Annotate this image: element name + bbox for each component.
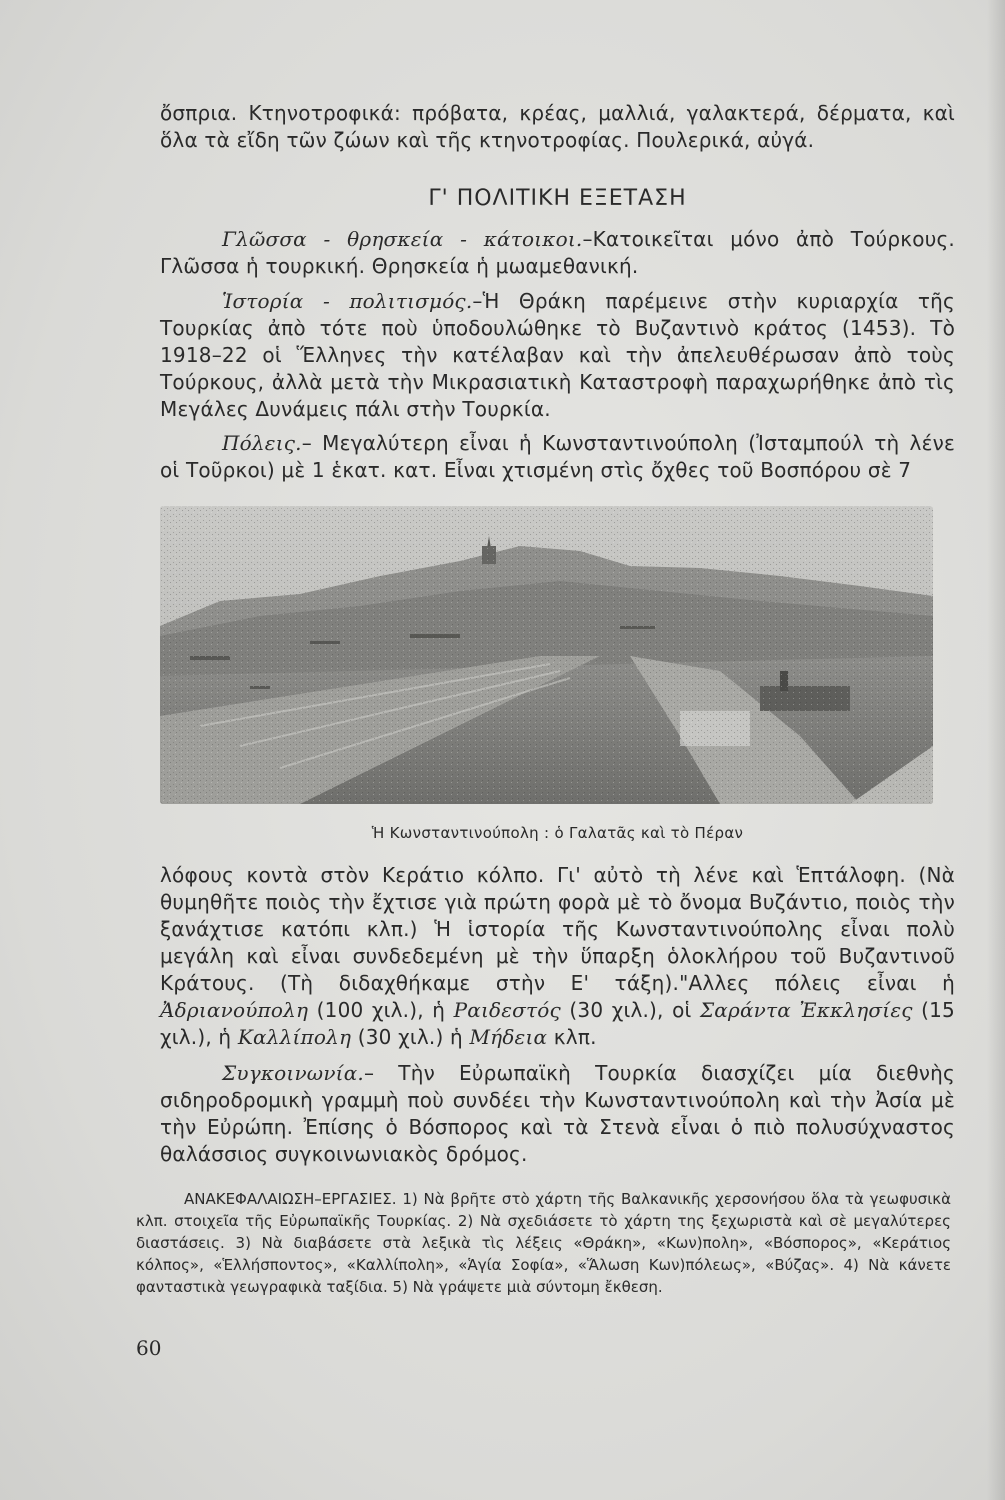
language-label: Γλῶσσα - θρησκεία - κάτοικοι.: [222, 227, 583, 251]
history-label: Ἱστορία - πολιτισμός.: [222, 289, 473, 313]
city-kallipoli: Καλλίπολη: [237, 1025, 352, 1049]
city-saranta: Σαράντα Ἐκκλησίες: [699, 998, 913, 1022]
end-klp: κλπ.: [547, 1025, 597, 1049]
cities-paragraph: [160, 430, 955, 484]
continued-paragraph: [160, 862, 955, 1051]
pop-kallipoli: (30 χιλ.) ἡ: [351, 1025, 470, 1049]
city-adrianoupoli: Ἀδριανούπολη: [160, 998, 309, 1022]
summary-text: ΑΝΑΚΕΦΑΛΑΙΩΣΗ–ΕΡΓΑΣΙΕΣ. 1) Νὰ βρῆτε στὸ χάρτη τῆς Βαλκανικῆς χερσονήσου ὅλα τὰ γεωφυσικὰ κλπ. στοιχεῖα τῆς Εὐρωπαϊκῆς Τουρκίας. 2) Νὰ σχεδιάσετε τὸ χάρτη της ξεχωριστὰ καὶ σὲ μεγαλύτερες διαστάσεις. 3) Νὰ διαβάσετε στὰ λεξικὰ τὶς λέξεις «Θράκη», «Κων)πολη», «Βόσπορος», «Κεράτιος κόλπος», «Ἑλλήσποντος», «Καλλίπολη», «Ἁγία Σοφία», «Ἅλωση Κων)πόλεως», «Βύζας». 4) Νὰ κάνετε φανταστικὰ γεωγραφικὰ ταξίδια. 5) Νὰ γράψετε μιὰ σύντομη ἔκθεση.: [136, 1190, 951, 1296]
summary-exercises: [136, 1188, 951, 1298]
continued-text: λόφους κοντὰ στὸν Κεράτιο κόλπο. Γι' αὐτὸ τὴ λένε καὶ Ἑπτάλοφη. (Νὰ θυμηθῆτε ποιὸς τὴν ἔχτισε γιὰ πρώτη φορὰ μὲ τὸ ὄνομα Βυζάντιο, ποιὸς τὴν ξανάχτισε κατόπι κλπ.) Ἡ ἱστορία τῆς Κωνσταντινούπολης εἶναι πολὺ μεγάλη καὶ εἶναι συνδεδεμένη μὲ τὴν ὕπαρξη ὁλοκλήρου τοῦ Βυζαντινοῦ Κράτους. (Τὴ διδαχθήκαμε στὴν Ε' τάξη)."Αλλες πόλεις εἶναι ἡ: [160, 863, 955, 995]
city-mideia: Μήδεια: [469, 1025, 548, 1049]
pop-raidestos: (30 χιλ.), οἱ: [560, 998, 700, 1022]
language-text: –Κατοικεῖται μόνο ἀπὸ Τούρκους. Γλῶσσα ἡ τουρκική. Θρησκεία ἡ μωαμεθανική.: [160, 227, 955, 278]
page-number: 60: [136, 1336, 162, 1360]
history-text: –Ἡ Θράκη παρέμεινε στὴν κυριαρχία τῆς Τουρκίας ἀπὸ τότε ποὺ ὑποδουλώθηκε τὸ Βυζαντινὸ κράτος (1453). Τὸ 1918–22 οἱ Ἕλληνες τὴν κατέλαβαν καὶ τὴν ἀπελευθέρωσαν ἀπὸ τοὺς Τούρκους, ἀλλὰ μετὰ τὴν Μικρασιατικὴ Καταστροφὴ παραχωρήθηκε ἀπὸ τὶς Μεγάλες Δυνάμεις πάλι στὴν Τουρκία.: [160, 289, 955, 421]
history-paragraph: [160, 288, 955, 423]
section-heading: Γ' ΠΟΛΙΤΙΚΗ ΕΞΕΤΑΣΗ: [428, 186, 687, 211]
cities-text: – Μεγαλύτερη εἶναι ἡ Κωνσταντινούπολη (Ἰσταμπούλ τὴ λένε οἱ Τοῦρκοι) μὲ 1 ἑκατ. κατ. Εἶναι χτισμένη στὶς ὄχθες τοῦ Βοσπόρου σὲ 7: [160, 431, 955, 482]
transport-label: Συγκοινωνία.: [222, 1061, 364, 1085]
pop-saranta: (15 χιλ.), ἡ: [160, 998, 955, 1049]
constantinople-photo: [160, 506, 933, 804]
cities-label: Πόλεις.: [222, 431, 302, 455]
intro-paragraph: ὄσπρια. Κτηνοτροφικά: πρόβατα, κρέας, μαλλιά, γαλακτερά, δέρματα, καὶ ὅλα τὰ εἴδη τῶν ζώων καὶ τῆς κτηνοτροφίας. Πουλερικά, αὐγά.: [160, 101, 955, 152]
city-raidestos: Ραιδεστός: [453, 998, 561, 1022]
language-paragraph: [160, 226, 955, 280]
transport-text: – Τὴν Εὐρωπαϊκὴ Τουρκία διασχίζει μία διεθνὴς σιδηροδρομικὴ γραμμὴ ποὺ συνδέει τὴν Κωνσταντινούπολη καὶ τὴν Ἀσία μὲ τὴν Εὐρώπη. Ἐπίσης ὁ Βόσπορος καὶ τὰ Στενὰ εἶναι ὁ πιὸ πολυσύχναστος θαλάσσιος συγκοινωνιακὸς δρόμος.: [160, 1061, 955, 1166]
page-edge-shadow: [987, 0, 1005, 1500]
transport-paragraph: [160, 1060, 955, 1168]
photo-caption: Ἡ Κωνσταντινούπολη : ὁ Γαλατᾶς καὶ τὸ Πέραν: [371, 824, 744, 842]
pop-adrianoupoli: (100 χιλ.), ἡ: [308, 998, 454, 1022]
